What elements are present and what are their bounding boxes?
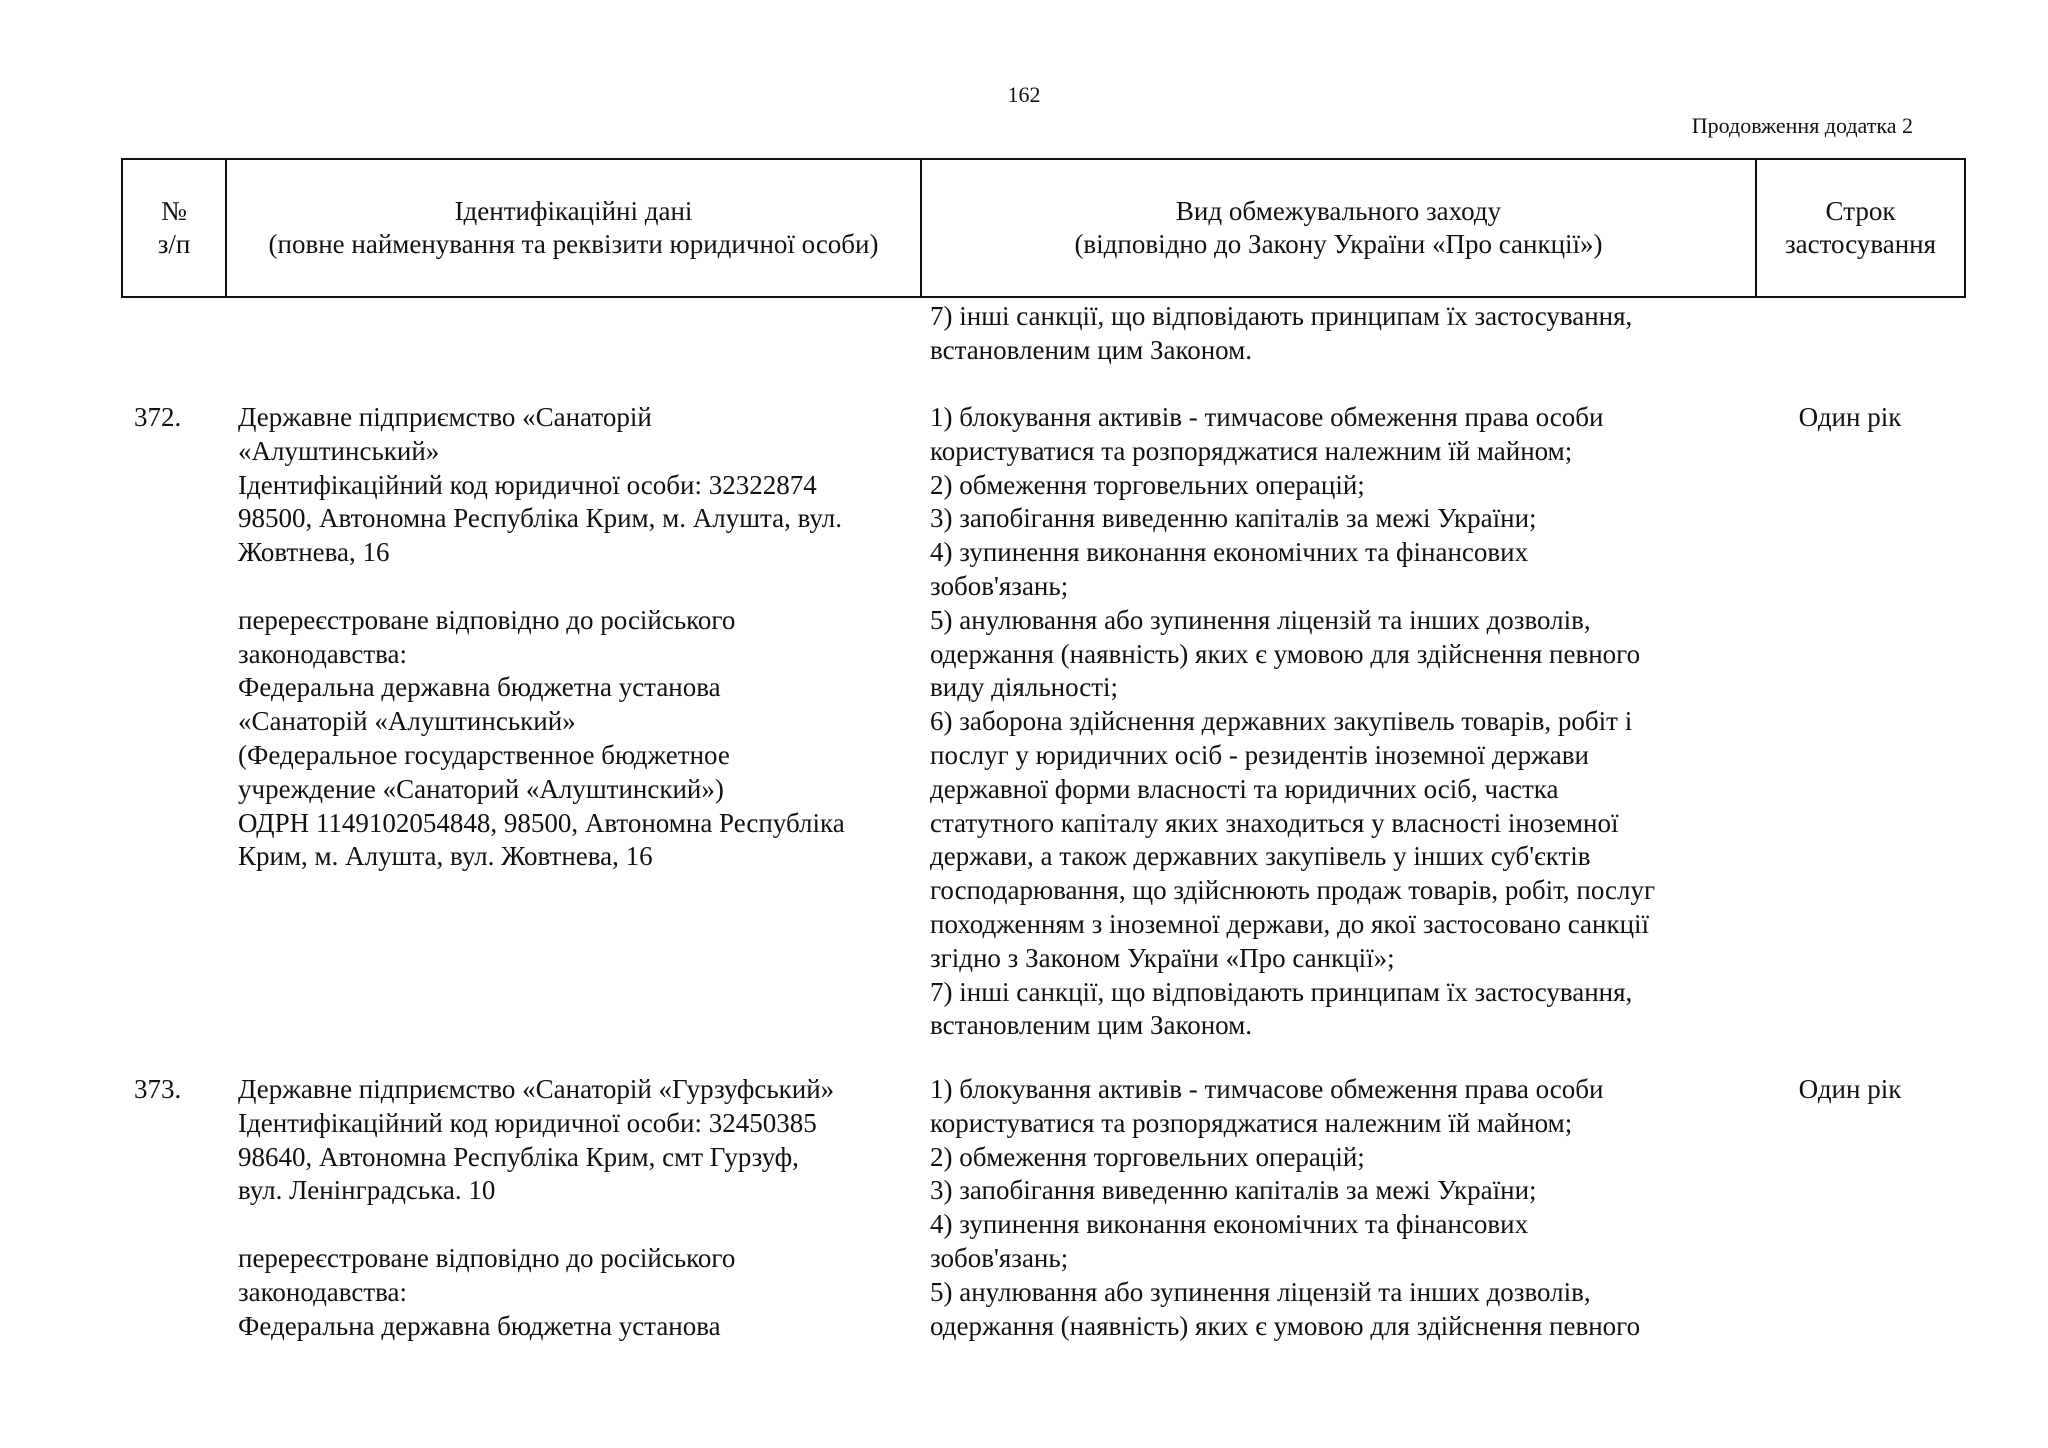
measure-line: 3) запобігання виведенню капіталів за межі України;	[930, 503, 1537, 534]
entry-ident	[238, 401, 918, 874]
measure-line: згідно з Законом України «Про санкції»;	[930, 942, 1395, 973]
carryover-measures	[930, 300, 1750, 368]
entry-number: 373.	[134, 1074, 182, 1104]
header-measure-cell	[921, 159, 1756, 297]
measure-line: 5) анулювання або зупинення ліцензій та інших дозволів,	[930, 1276, 1591, 1307]
measure-line: господарювання, що здійснюють продаж товарів, робіт, послуг	[930, 875, 1656, 906]
ident-line: Федеральна державна бюджетна установа	[238, 672, 721, 703]
ident-line: Крим, м. Алушта, вул. Жовтнева, 16	[238, 841, 653, 872]
ident-line: Ідентифікаційний код юридичної особи: 32322874	[238, 469, 817, 500]
ident-line: перереєстроване відповідно до російського	[238, 604, 736, 635]
page-number: 162	[1007, 82, 1041, 107]
measure-line: 5) анулювання або зупинення ліцензій та інших дозволів,	[930, 604, 1591, 635]
measure-line: 1) блокування активів - тимчасове обмеження права особи	[930, 402, 1604, 432]
header-number-line: з/п	[157, 229, 191, 259]
header-number-cell	[122, 159, 226, 297]
measure-line: послуг у юридичних осіб - резидентів іноземної держави	[930, 739, 1589, 770]
ident-line: Жовтнева, 16	[238, 537, 390, 568]
measure-line: одержання (наявність) яких є умовою для здійснення певного	[930, 1310, 1641, 1341]
ident-line: (Федеральное государственное бюджетное	[238, 739, 730, 770]
measure-line: державної форми власності та юридичних осіб, частка	[930, 773, 1559, 804]
measure-line: 1) блокування активів - тимчасове обмеження права особи	[930, 1074, 1604, 1104]
ident-blank-line	[238, 570, 918, 604]
measure-line: 3) запобігання виведенню капіталів за межі України;	[930, 1175, 1537, 1206]
ident-line: 98500, Автономна Республіка Крим, м. Алушта, вул.	[238, 503, 842, 534]
measure-line: встановленим цим Законом.	[930, 334, 1252, 365]
ident-line: Державне підприємство «Санаторій «Гурзуфський»	[238, 1074, 835, 1104]
ident-blank-line	[238, 1208, 918, 1242]
header-measure-line: Вид обмежувального заходу	[1175, 196, 1502, 226]
header-number-line: №	[161, 196, 187, 226]
entry-measures	[930, 1073, 1750, 1343]
ident-line: ОДРН 1149102054848, 98500, Автономна Республіка	[238, 807, 845, 838]
table-header	[121, 158, 1966, 298]
measure-line: користуватися та розпоряджатися належним їй майном;	[930, 1107, 1573, 1138]
entry-ident	[238, 1073, 918, 1343]
measure-line: встановленим цим Законом.	[930, 1010, 1252, 1041]
header-ident-line: (повне найменування та реквізити юридичної особи)	[268, 229, 879, 259]
measure-line: 2) обмеження торговельних операцій;	[930, 1141, 1365, 1172]
header-ident-line: Ідентифікаційні дані	[454, 196, 693, 226]
ident-line: «Алуштинський»	[238, 435, 440, 466]
ident-line: 98640, Автономна Республіка Крим, смт Гурзуф,	[238, 1141, 799, 1172]
header-term-line: застосування	[1784, 229, 1937, 259]
header-term-line: Строк	[1825, 196, 1896, 226]
entry-number: 372.	[134, 402, 182, 432]
measure-line: 7) інші санкції, що відповідають принципам їх застосування,	[930, 301, 1633, 331]
measure-line: статутного капіталу яких знаходиться у власності іноземної	[930, 807, 1619, 838]
header-measure-line: (відповідно до Закону України «Про санкції»)	[1074, 229, 1603, 259]
entry-measures	[930, 401, 1750, 1043]
measure-line: 7) інші санкції, що відповідають принципам їх застосування,	[930, 976, 1633, 1007]
ident-line: законодавства:	[238, 638, 408, 669]
ident-line: Федеральна державна бюджетна установа	[238, 1310, 721, 1341]
ident-line: законодавства:	[238, 1276, 408, 1307]
measure-line: 2) обмеження торговельних операцій;	[930, 469, 1365, 500]
measure-line: зобов'язань;	[930, 570, 1069, 601]
measure-line: 4) зупинення виконання економічних та фінансових	[930, 1209, 1529, 1240]
measure-line: одержання (наявність) яких є умовою для здійснення певного	[930, 638, 1641, 669]
measure-line: користуватися та розпоряджатися належним їй майном;	[930, 435, 1573, 466]
entry-term: Один рік	[1798, 402, 1902, 432]
header-ident-cell	[226, 159, 921, 297]
measure-line: держави, а також державних закупівель у інших суб'єктів	[930, 841, 1591, 872]
measure-line: виду діяльності;	[930, 672, 1119, 703]
ident-line: перереєстроване відповідно до російського	[238, 1242, 736, 1273]
continuation-note: Продовження додатка 2	[1691, 113, 1913, 138]
entry-term: Один рік	[1798, 1074, 1902, 1104]
header-term-cell	[1756, 159, 1965, 297]
measure-line: 4) зупинення виконання економічних та фінансових	[930, 537, 1529, 568]
measure-line: походженням з іноземної держави, до якої застосовано санкції	[930, 908, 1650, 939]
ident-line: учреждение «Санаторий «Алуштинский»)	[238, 773, 724, 804]
ident-line: вул. Ленінградська. 10	[238, 1175, 496, 1206]
ident-line: «Санаторій «Алуштинський»	[238, 706, 576, 737]
ident-line: Державне підприємство «Санаторій	[238, 402, 652, 432]
ident-line: Ідентифікаційний код юридичної особи: 32450385	[238, 1107, 817, 1138]
measure-line: зобов'язань;	[930, 1242, 1069, 1273]
measure-line: 6) заборона здійснення державних закупівель товарів, робіт і	[930, 706, 1633, 737]
